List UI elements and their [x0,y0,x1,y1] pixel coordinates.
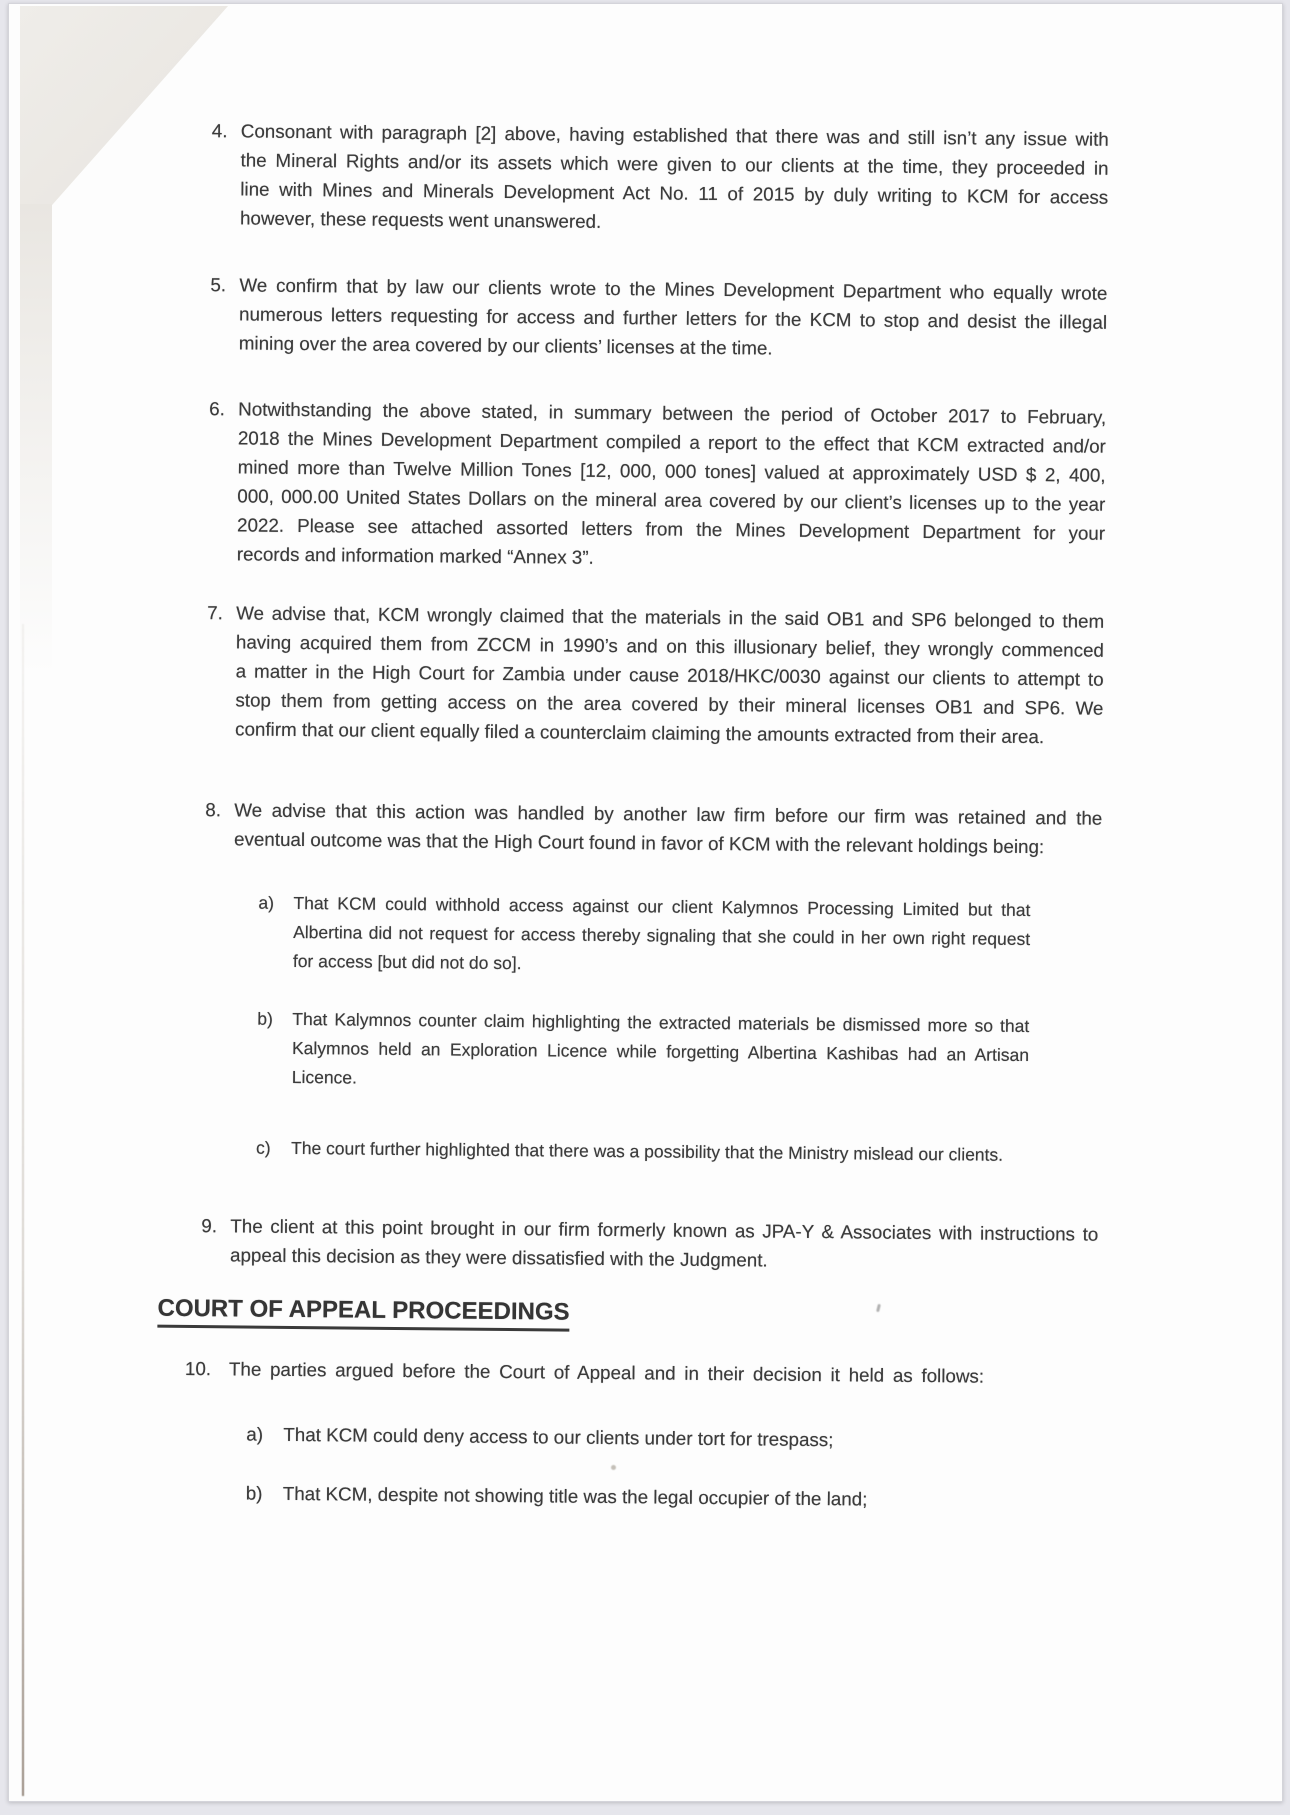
document-content [157,116,1282,1517]
sub-item-c [256,1134,1272,1173]
paragraph-text [292,1005,1030,1099]
text-line: eventual outcome was that the High Court found in favor of KCM with the relevant holdings being: [233,828,1045,858]
paragraph-text [239,270,1108,365]
item-marker: b) [245,1482,263,1504]
paragraph-text [293,889,1031,983]
text-line: Albertina did not request for access thereby signaling that she could in her own right request [293,921,1031,950]
item-marker: 7. [207,602,224,624]
section-heading [157,1294,1270,1339]
text-line: The court further highlighted that there was a possibility that the Ministry mislead our clients. [291,1137,1004,1165]
text-line: mining over the area covered by our clients’ licenses at the time. [238,332,773,359]
text-line: a matter in the High Court for Zambia under cause 2018/HKC/0030 against our clients to attempt to [235,660,1104,690]
paragraph-item-6 [193,394,1280,578]
text-line: That KCM, despite not showing title was the legal occupier of the land; [282,1482,868,1510]
item-marker: 4. [211,120,228,142]
paragraph-item-10 [185,1354,1270,1393]
paragraph-text [283,1479,868,1514]
item-marker: 9. [201,1215,218,1237]
text-line: appeal this decision as they were dissatisfied with the Judgment. [229,1244,768,1271]
text-line: Notwithstanding the above stated, in summary between the period of October 2017 to February, [238,398,1107,428]
folded-corner-tail [20,204,52,674]
text-line: That KCM could withhold access against our client Kalymnos Processing Limited but that [293,892,1031,921]
item-marker: c) [256,1137,271,1158]
text-line: stop them from getting access on the area covered by their mineral licenses OB1 and SP6. We [235,689,1104,719]
sub-item-b [257,1005,1274,1102]
left-crease-line [22,624,24,1796]
item-marker: a) [246,1423,264,1445]
item-marker: b) [257,1008,273,1029]
sub-item-a [246,1420,1269,1459]
paragraph-item-5 [195,270,1281,367]
text-line: The client at this point brought in our firm formerly known as JPA-Y & Associates with instructions to [230,1215,1099,1245]
sub-item-a [258,889,1275,986]
text-line: 2018 the Mines Development Department compiled a report to the effect that KCM extracted and/or [237,427,1106,457]
paragraph-item-8 [190,795,1276,863]
text-line: We advise that this action was handled by another law firm before our firm was retained and the [234,799,1103,829]
text-line: Consonant with paragraph [2] above, having established that there was and still isn’t any issue with [240,120,1109,150]
item-marker: 5. [210,274,227,296]
text-line: confirm that our client equally filed a counterclaim claiming the amounts extracted from their area. [235,718,1045,748]
text-line: Licence. [291,1066,358,1088]
text-line: We confirm that by law our clients wrote to the Mines Development Department who equally wrote [239,274,1108,304]
item-marker: 6. [209,398,225,420]
paragraph-item-7 [191,598,1277,753]
item-marker: 10. [184,1357,212,1380]
paragraph-text [237,394,1107,576]
text-line: line with Mines and Minerals Development Act No. 11 of 2015 by duly writing to KCM for access [240,178,1109,208]
section-heading-text: COURT OF APPEAL PROCEEDINGS [157,1294,569,1332]
text-line: 2022. Please see attached assorted letters from the Mines Development Department for your [236,514,1106,544]
text-line: records and information marked “Annex 3”. [236,543,594,568]
text-line: the Mineral Rights and/or its assets which were given to our clients at the time, they proceeded in [240,149,1109,179]
paragraph-text [234,795,1103,861]
text-line: having acquired them from ZCCM in 1990’s and on this illusionary belief, they wrongly commenced [235,631,1105,661]
paragraph-item-9 [186,1211,1272,1279]
scanned-page [8,3,1283,1802]
text-line: That Kalymnos counter claim highlighting the extracted materials be dismissed more so that [292,1008,1030,1037]
paragraph-text [229,1354,1097,1391]
item-marker: a) [258,892,275,913]
paragraph-text [291,1134,1028,1170]
text-line: numerous letters requesting for access and further letters for the KCM to stop and desist the illegal [239,303,1108,333]
text-line: We advise that, KCM wrongly claimed that the materials in the said OB1 and SP6 belonged to them [236,602,1105,632]
paragraph-text [235,598,1104,751]
text-line: however, these requests went unanswered. [239,207,602,232]
text-line: That KCM could deny access to our clients under tort for trespass; [283,1423,834,1451]
paragraph-item-4 [196,116,1282,242]
paragraph-text [230,1211,1099,1277]
sub-item-b [246,1479,1269,1518]
text-line: Kalymnos held an Exploration Licence while forgetting Albertina Kashibas had an Artisan [291,1037,1030,1066]
text-line: The parties argued before the Court of Appeal and in their decision it held as follows: [228,1358,985,1387]
item-marker: 8. [205,799,222,821]
paragraph-text [240,116,1109,240]
text-line: for access [but did not do so]. [292,950,522,974]
text-line: mined more than Twelve Million Tones [12, 000, 000 tones] valued at approximately USD $ 2, 400, [237,456,1106,486]
paragraph-text [283,1420,833,1454]
text-line: 000, 000.00 United States Dollars on the mineral area covered by our client’s licenses up to the year [237,485,1106,515]
